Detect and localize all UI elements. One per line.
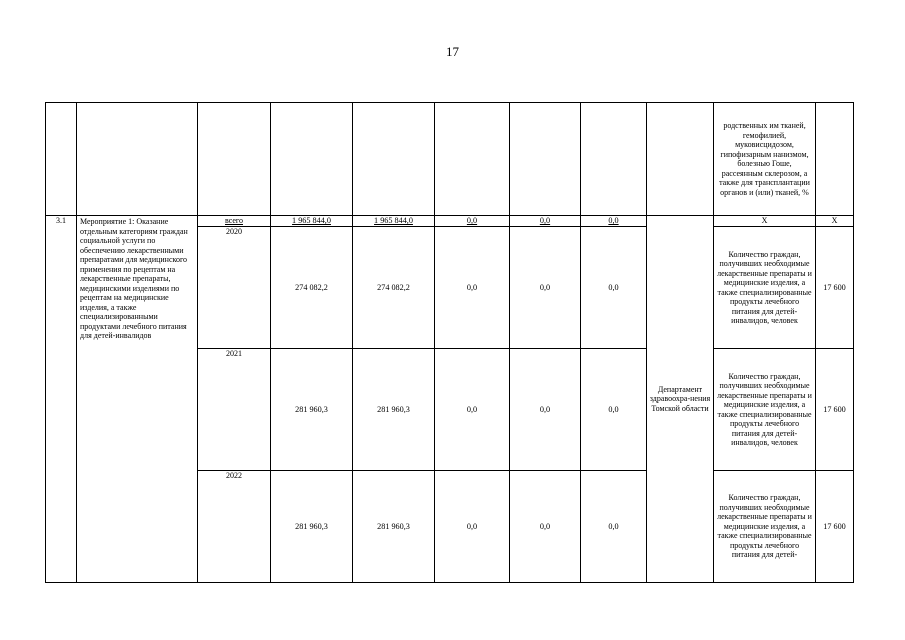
total-all: 1 965 844,0 bbox=[271, 216, 353, 227]
cell-empty bbox=[647, 103, 714, 216]
year-local: 0,0 bbox=[510, 227, 581, 349]
total-federal: 1 965 844,0 bbox=[353, 216, 435, 227]
year-extra: 0,0 bbox=[581, 349, 647, 471]
year-extra: 0,0 bbox=[581, 227, 647, 349]
cell-empty bbox=[77, 103, 198, 216]
cell-empty bbox=[581, 103, 647, 216]
indicator-continuation: родственных им тканей, гемофилией, муковисцидозом, гипофизарным нанизмом, болезнью Гоше, рассеянным склерозом, а также для трансплантации органов и (или) тканей, % bbox=[714, 103, 816, 216]
year-label: 2021 bbox=[198, 349, 271, 471]
cell-empty bbox=[46, 103, 77, 216]
cell-empty bbox=[816, 103, 854, 216]
year-local: 0,0 bbox=[510, 349, 581, 471]
total-local: 0,0 bbox=[510, 216, 581, 227]
year-indicator: Количество граждан, получивших необходимые лекарственные препараты и медицинские изделия, а также специализированные продукты лечебного питания для детей-инвалидов, человек bbox=[714, 227, 816, 349]
total-indicator-value: Х bbox=[816, 216, 854, 227]
year-indicator: Количество граждан, получивших необходимые лекарственные препараты и медицинские изделия, а также специализированные продукты лечебного питания для детей-инвалидов, человек bbox=[714, 349, 816, 471]
year-regional: 0,0 bbox=[435, 349, 510, 471]
item-title: Мероприятие 1: Оказание отдельным категориям граждан социальной услуги по обеспечению лекарственными препаратами для медицинского применения по рецептам на лекарственные препараты, медицинскими изделиями по рецептам на медицинские изделия, а также специализированными продуктами лечебного питания для детей-инвалидов bbox=[77, 216, 198, 583]
year-indicator-value: 17 600 bbox=[816, 227, 854, 349]
year-indicator-value: 17 600 bbox=[816, 471, 854, 583]
year-label: 2020 bbox=[198, 227, 271, 349]
table-row-continuation bbox=[46, 103, 854, 216]
year-extra: 0,0 bbox=[581, 471, 647, 583]
year-federal: 274 082,2 bbox=[353, 227, 435, 349]
year-regional: 0,0 bbox=[435, 227, 510, 349]
program-table bbox=[45, 102, 854, 583]
year-indicator-value: 17 600 bbox=[816, 349, 854, 471]
cell-empty bbox=[435, 103, 510, 216]
cell-empty bbox=[510, 103, 581, 216]
total-extra: 0,0 bbox=[581, 216, 647, 227]
page-number: 17 bbox=[446, 44, 459, 59]
year-all: 281 960,3 bbox=[271, 471, 353, 583]
year-all: 274 082,2 bbox=[271, 227, 353, 349]
period-total: всего bbox=[198, 216, 271, 227]
item-number: 3.1 bbox=[46, 216, 77, 583]
responsible-executor: Департамент здравоохра-нения Томской области bbox=[647, 216, 714, 583]
cell-empty bbox=[198, 103, 271, 216]
total-regional: 0,0 bbox=[435, 216, 510, 227]
year-indicator: Количество граждан, получивших необходимые лекарственные препараты и медицинские изделия, а также специализированные продукты лечебного питания для детей- bbox=[714, 471, 816, 583]
year-federal: 281 960,3 bbox=[353, 349, 435, 471]
year-regional: 0,0 bbox=[435, 471, 510, 583]
cell-empty bbox=[353, 103, 435, 216]
year-label: 2022 bbox=[198, 471, 271, 583]
table-row-total bbox=[46, 216, 854, 227]
cell-empty bbox=[271, 103, 353, 216]
year-all: 281 960,3 bbox=[271, 349, 353, 471]
total-indicator: Х bbox=[714, 216, 816, 227]
year-local: 0,0 bbox=[510, 471, 581, 583]
year-federal: 281 960,3 bbox=[353, 471, 435, 583]
